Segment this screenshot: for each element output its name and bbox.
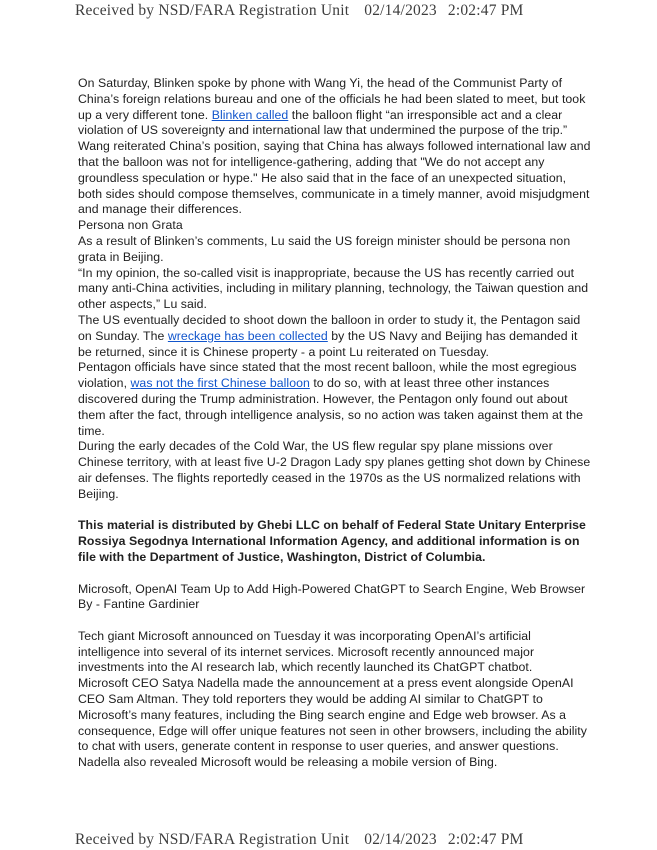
document-body <box>78 76 591 771</box>
text-run: the balloon flight “an irresponsible act and a clear violation of US sovereignty and international law that undermined the purpose of the trip.” <box>78 107 568 138</box>
para-wang-response <box>78 139 591 218</box>
para-lu-quote <box>78 266 591 313</box>
text-run: On Saturday, Blinken spoke by phone with Wang Yi, the head of the Communist Party of China’s foreign relations bureau and one of the officials he had been slated to meet, but took up a very different tone. <box>78 76 586 122</box>
received-date: 02/14/2023 <box>364 831 437 848</box>
para-persona-non-grata <box>78 234 591 266</box>
received-label: Received by NSD/FARA Registration Unit <box>75 2 350 19</box>
para-bing-mobile <box>78 755 591 771</box>
para-nadella-announcement <box>78 676 591 755</box>
text-run: Wang reiterated China’s position, saying that China has always followed international law and that the balloon was not for intelligence-gathering, adding that "We do not accept any groundless speculation or hype." He also said that in the face of an unexpected situation, both sides should compose themselves, communicate in a timely manner, avoid misjudgment and manage their differences. <box>78 139 591 217</box>
text-run: By - Fantine Gardinier <box>78 597 200 612</box>
text-run: Tech giant Microsoft announced on Tuesday it was incorporating OpenAI’s artificial intelligence into several of its internet services. Microsoft recently announced major investments into the AI research lab, which recently launched its ChatGPT chatbot. <box>78 628 535 675</box>
fara-received-stamp-top <box>75 2 524 20</box>
heading-persona-non-grata <box>78 218 591 234</box>
received-label: Received by NSD/FARA Registration Unit <box>75 831 350 848</box>
text-run: to do so, with at least three other instances discovered during the Trump administration. However, the Pentagon only found out about them after the fact, through intelligence analysis, so no action was taken against them at the time. <box>78 376 584 438</box>
text-run: This material is distributed by Ghebi LLC on behalf of Federal State Unitary Enterprise Rossiya Segodnya International Information Agency, and additional information is on file with the Department of Justice, Washington, District of Columbia. <box>78 518 586 564</box>
received-time: 2:02:47 PM <box>447 831 524 848</box>
text-run: Pentagon officials have since stated that the most recent balloon, while the most egregious violation, <box>78 360 577 391</box>
not-first-balloon-link[interactable]: was not the first Chinese balloon <box>130 376 310 391</box>
text-run: by the US Navy and Beijing has demanded it be returned, since it is Chinese property - a point Lu reiterated on Tuesday. <box>78 328 578 359</box>
wreckage-collected-link[interactable]: wreckage has been collected <box>167 328 328 343</box>
text-run: The US eventually decided to shoot down the balloon in order to study it, the Pentagon said on Sunday. The <box>78 312 581 343</box>
text-run: Microsoft CEO Satya Nadella made the announcement at a press event alongside OpenAI CEO Sam Altman. They told reporters they would be adding AI similar to ChatGPT to Microsoft’s many features, including the Bing search engine and Edge web browser. As a consequence, Edge will offer unique features not seen in other browsers, including the ability to chat with users, generate content in response to user queries, and answer questions. <box>78 676 587 754</box>
text-run: Microsoft, OpenAI Team Up to Add High-Powered ChatGPT to Search Engine, Web Browser <box>78 581 586 596</box>
fara-received-stamp-bottom <box>75 831 524 849</box>
para-balloon-shootdown <box>78 313 591 360</box>
text-run: “In my opinion, the so-called visit is inappropriate, because the US has recently carried out many anti-China activities, including in military planning, technology, the Taiwan question and other aspects,” Lu said. <box>78 265 589 312</box>
received-time: 2:02:47 PM <box>447 2 524 19</box>
text-run: As a result of Blinken’s comments, Lu said the US foreign minister should be persona non grata in Beijing. <box>78 233 571 264</box>
blinken-called-link[interactable]: Blinken called <box>211 107 289 122</box>
received-date: 02/14/2023 <box>364 2 437 19</box>
text-run: During the early decades of the Cold War, the US flew regular spy plane missions over Chinese territory, with at least five U-2 Dragon Lady spy planes getting shot down by Chinese air defenses. The flights reportedly ceased in the 1970s as the US normalized relations with Beijing. <box>78 439 591 501</box>
para-cold-war-spy-planes <box>78 439 591 502</box>
article-byline <box>78 597 591 613</box>
fara-disclaimer <box>78 518 591 565</box>
article-title <box>78 582 591 598</box>
text-run: Nadella also revealed Microsoft would be releasing a mobile version of Bing. <box>78 755 498 770</box>
para-pentagon-balloons <box>78 360 591 439</box>
para-blinken-call <box>78 76 591 139</box>
text-run: Persona non Grata <box>78 218 183 233</box>
para-microsoft-openai <box>78 629 591 676</box>
